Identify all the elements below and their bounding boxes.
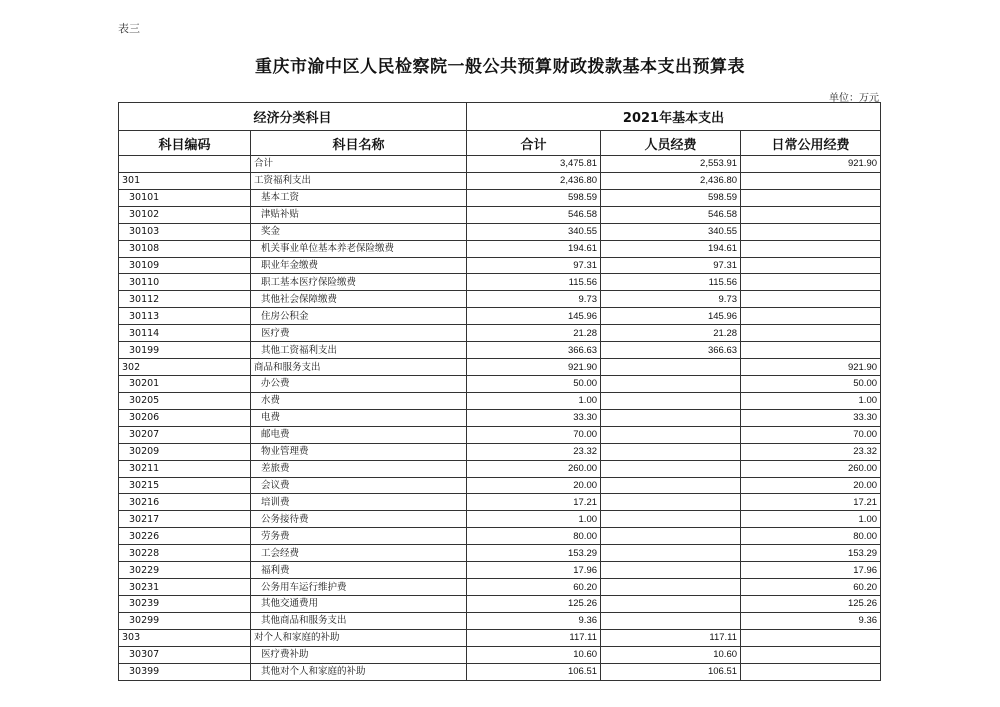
cell-public-expense	[741, 308, 881, 325]
header-basic-expenditure-2021: 2021年基本支出	[467, 103, 881, 131]
cell-total: 546.58	[467, 206, 601, 223]
cell-total: 117.11	[467, 629, 601, 646]
cell-personnel-expense: 546.58	[601, 206, 741, 223]
cell-personnel-expense: 21.28	[601, 325, 741, 342]
cell-public-expense: 125.26	[741, 595, 881, 612]
header-economic-classification: 经济分类科目	[119, 103, 467, 131]
table-row	[119, 663, 881, 680]
table-row	[119, 392, 881, 409]
cell-public-expense	[741, 240, 881, 257]
cell-total: 1.00	[467, 511, 601, 528]
table-row	[119, 172, 881, 189]
cell-subject-code: 30217	[119, 511, 251, 528]
cell-subject-code: 30299	[119, 612, 251, 629]
cell-personnel-expense	[601, 392, 741, 409]
table-row	[119, 240, 881, 257]
cell-subject-code: 30231	[119, 579, 251, 596]
cell-subject-name: 物业管理费	[251, 443, 467, 460]
cell-subject-code: 30207	[119, 426, 251, 443]
cell-subject-code: 30216	[119, 494, 251, 511]
cell-subject-code: 30114	[119, 325, 251, 342]
cell-total: 3,475.81	[467, 156, 601, 173]
cell-subject-name: 机关事业单位基本养老保险缴费	[251, 240, 467, 257]
cell-public-expense	[741, 325, 881, 342]
cell-total: 50.00	[467, 375, 601, 392]
header-row-columns	[119, 131, 881, 156]
cell-public-expense	[741, 663, 881, 680]
cell-subject-name: 其他工资福利支出	[251, 342, 467, 359]
table-row	[119, 646, 881, 663]
cell-personnel-expense	[601, 443, 741, 460]
cell-public-expense: 260.00	[741, 460, 881, 477]
cell-public-expense: 50.00	[741, 375, 881, 392]
cell-personnel-expense	[601, 545, 741, 562]
cell-total: 60.20	[467, 579, 601, 596]
cell-public-expense: 33.30	[741, 409, 881, 426]
cell-public-expense	[741, 342, 881, 359]
cell-personnel-expense	[601, 612, 741, 629]
cell-subject-code: 30101	[119, 189, 251, 206]
cell-subject-code: 30109	[119, 257, 251, 274]
cell-public-expense: 23.32	[741, 443, 881, 460]
table-row	[119, 528, 881, 545]
cell-subject-name: 办公费	[251, 375, 467, 392]
cell-public-expense	[741, 291, 881, 308]
cell-public-expense	[741, 646, 881, 663]
cell-subject-code: 30199	[119, 342, 251, 359]
cell-personnel-expense	[601, 494, 741, 511]
cell-public-expense	[741, 629, 881, 646]
cell-subject-name: 其他社会保障缴费	[251, 291, 467, 308]
cell-total: 260.00	[467, 460, 601, 477]
cell-subject-code: 301	[119, 172, 251, 189]
cell-subject-name: 差旅费	[251, 460, 467, 477]
cell-subject-code: 30226	[119, 528, 251, 545]
table-row	[119, 325, 881, 342]
budget-table	[118, 102, 881, 681]
cell-total: 10.60	[467, 646, 601, 663]
table-row	[119, 426, 881, 443]
cell-subject-code: 30113	[119, 308, 251, 325]
cell-total: 115.56	[467, 274, 601, 291]
cell-public-expense: 1.00	[741, 511, 881, 528]
cell-personnel-expense: 145.96	[601, 308, 741, 325]
cell-subject-name: 职工基本医疗保险缴费	[251, 274, 467, 291]
cell-personnel-expense: 115.56	[601, 274, 741, 291]
cell-total: 17.96	[467, 562, 601, 579]
cell-subject-code: 30229	[119, 562, 251, 579]
cell-subject-code: 30103	[119, 223, 251, 240]
cell-total: 153.29	[467, 545, 601, 562]
table-row	[119, 291, 881, 308]
cell-subject-name: 培训费	[251, 494, 467, 511]
cell-subject-code: 30211	[119, 460, 251, 477]
cell-total: 17.21	[467, 494, 601, 511]
header-public-expense: 日常公用经费	[741, 131, 881, 156]
cell-total: 598.59	[467, 189, 601, 206]
cell-personnel-expense	[601, 562, 741, 579]
cell-personnel-expense: 2,436.80	[601, 172, 741, 189]
unit-label: 单位：万元	[829, 93, 879, 104]
cell-subject-code: 30215	[119, 477, 251, 494]
cell-subject-code: 30399	[119, 663, 251, 680]
cell-subject-code: 30108	[119, 240, 251, 257]
cell-public-expense: 70.00	[741, 426, 881, 443]
cell-public-expense	[741, 172, 881, 189]
cell-personnel-expense: 106.51	[601, 663, 741, 680]
cell-subject-code: 30201	[119, 375, 251, 392]
table-row	[119, 156, 881, 173]
cell-subject-code: 30209	[119, 443, 251, 460]
cell-public-expense: 60.20	[741, 579, 881, 596]
cell-personnel-expense	[601, 595, 741, 612]
cell-subject-code	[119, 156, 251, 173]
cell-subject-code: 302	[119, 359, 251, 376]
cell-subject-name: 电费	[251, 409, 467, 426]
cell-personnel-expense	[601, 409, 741, 426]
cell-subject-name: 邮电费	[251, 426, 467, 443]
cell-personnel-expense	[601, 528, 741, 545]
table-row	[119, 494, 881, 511]
cell-subject-name: 津贴补贴	[251, 206, 467, 223]
cell-subject-name: 其他交通费用	[251, 595, 467, 612]
cell-subject-name: 对个人和家庭的补助	[251, 629, 467, 646]
table-row	[119, 629, 881, 646]
cell-subject-name: 合计	[251, 156, 467, 173]
cell-total: 194.61	[467, 240, 601, 257]
cell-subject-name: 公务接待费	[251, 511, 467, 528]
document-title: 重庆市渝中区人民检察院一般公共预算财政拨款基本支出预算表	[255, 57, 745, 77]
cell-subject-name: 住房公积金	[251, 308, 467, 325]
cell-subject-name: 公务用车运行维护费	[251, 579, 467, 596]
cell-total: 33.30	[467, 409, 601, 426]
cell-subject-code: 30239	[119, 595, 251, 612]
table-row	[119, 562, 881, 579]
cell-public-expense: 17.96	[741, 562, 881, 579]
cell-public-expense: 1.00	[741, 392, 881, 409]
cell-total: 340.55	[467, 223, 601, 240]
table-number-label: 表三	[118, 22, 140, 35]
header-subject-name: 科目名称	[251, 131, 467, 156]
cell-total: 97.31	[467, 257, 601, 274]
cell-subject-code: 303	[119, 629, 251, 646]
cell-personnel-expense: 366.63	[601, 342, 741, 359]
table-row	[119, 579, 881, 596]
cell-total: 9.36	[467, 612, 601, 629]
cell-total: 1.00	[467, 392, 601, 409]
table-row	[119, 409, 881, 426]
table-row	[119, 612, 881, 629]
cell-subject-code: 30102	[119, 206, 251, 223]
cell-personnel-expense	[601, 375, 741, 392]
table-row	[119, 308, 881, 325]
header-subject-code: 科目编码	[119, 131, 251, 156]
cell-subject-name: 其他对个人和家庭的补助	[251, 663, 467, 680]
table-row	[119, 460, 881, 477]
cell-total: 2,436.80	[467, 172, 601, 189]
cell-personnel-expense: 194.61	[601, 240, 741, 257]
cell-total: 145.96	[467, 308, 601, 325]
cell-personnel-expense	[601, 579, 741, 596]
cell-subject-name: 工资福利支出	[251, 172, 467, 189]
cell-public-expense: 9.36	[741, 612, 881, 629]
cell-subject-name: 职业年金缴费	[251, 257, 467, 274]
cell-public-expense: 80.00	[741, 528, 881, 545]
cell-total: 9.73	[467, 291, 601, 308]
table-row	[119, 595, 881, 612]
cell-subject-code: 30112	[119, 291, 251, 308]
cell-public-expense	[741, 189, 881, 206]
cell-total: 80.00	[467, 528, 601, 545]
header-total: 合计	[467, 131, 601, 156]
cell-public-expense: 20.00	[741, 477, 881, 494]
cell-public-expense	[741, 274, 881, 291]
cell-personnel-expense	[601, 426, 741, 443]
cell-total: 106.51	[467, 663, 601, 680]
cell-total: 366.63	[467, 342, 601, 359]
cell-public-expense	[741, 206, 881, 223]
cell-personnel-expense	[601, 359, 741, 376]
cell-subject-code: 30307	[119, 646, 251, 663]
table-row	[119, 342, 881, 359]
cell-subject-name: 奖金	[251, 223, 467, 240]
table-row	[119, 223, 881, 240]
table-row	[119, 359, 881, 376]
cell-public-expense: 921.90	[741, 156, 881, 173]
cell-total: 21.28	[467, 325, 601, 342]
cell-personnel-expense	[601, 511, 741, 528]
cell-personnel-expense: 598.59	[601, 189, 741, 206]
cell-personnel-expense: 9.73	[601, 291, 741, 308]
cell-total: 23.32	[467, 443, 601, 460]
cell-subject-name: 会议费	[251, 477, 467, 494]
cell-personnel-expense	[601, 460, 741, 477]
cell-subject-name: 商品和服务支出	[251, 359, 467, 376]
cell-total: 125.26	[467, 595, 601, 612]
cell-subject-name: 水费	[251, 392, 467, 409]
cell-public-expense	[741, 223, 881, 240]
cell-subject-code: 30206	[119, 409, 251, 426]
table-row	[119, 511, 881, 528]
table-body	[119, 156, 881, 681]
cell-subject-code: 30205	[119, 392, 251, 409]
cell-total: 921.90	[467, 359, 601, 376]
table-row	[119, 189, 881, 206]
table-row	[119, 375, 881, 392]
cell-personnel-expense: 97.31	[601, 257, 741, 274]
cell-subject-name: 基本工资	[251, 189, 467, 206]
cell-subject-name: 福利费	[251, 562, 467, 579]
cell-public-expense	[741, 257, 881, 274]
cell-personnel-expense: 117.11	[601, 629, 741, 646]
cell-subject-name: 其他商品和服务支出	[251, 612, 467, 629]
header-row-group	[119, 103, 881, 131]
header-personnel-expense: 人员经费	[601, 131, 741, 156]
cell-subject-code: 30228	[119, 545, 251, 562]
cell-personnel-expense: 2,553.91	[601, 156, 741, 173]
table-row	[119, 443, 881, 460]
cell-public-expense: 153.29	[741, 545, 881, 562]
table-row	[119, 257, 881, 274]
cell-total: 20.00	[467, 477, 601, 494]
cell-subject-name: 医疗费补助	[251, 646, 467, 663]
table-row	[119, 545, 881, 562]
cell-subject-name: 医疗费	[251, 325, 467, 342]
cell-personnel-expense: 340.55	[601, 223, 741, 240]
table-row	[119, 477, 881, 494]
cell-subject-name: 劳务费	[251, 528, 467, 545]
table-row	[119, 206, 881, 223]
cell-public-expense: 17.21	[741, 494, 881, 511]
cell-personnel-expense: 10.60	[601, 646, 741, 663]
cell-personnel-expense	[601, 477, 741, 494]
cell-subject-code: 30110	[119, 274, 251, 291]
table-row	[119, 274, 881, 291]
cell-total: 70.00	[467, 426, 601, 443]
cell-public-expense: 921.90	[741, 359, 881, 376]
cell-subject-name: 工会经费	[251, 545, 467, 562]
